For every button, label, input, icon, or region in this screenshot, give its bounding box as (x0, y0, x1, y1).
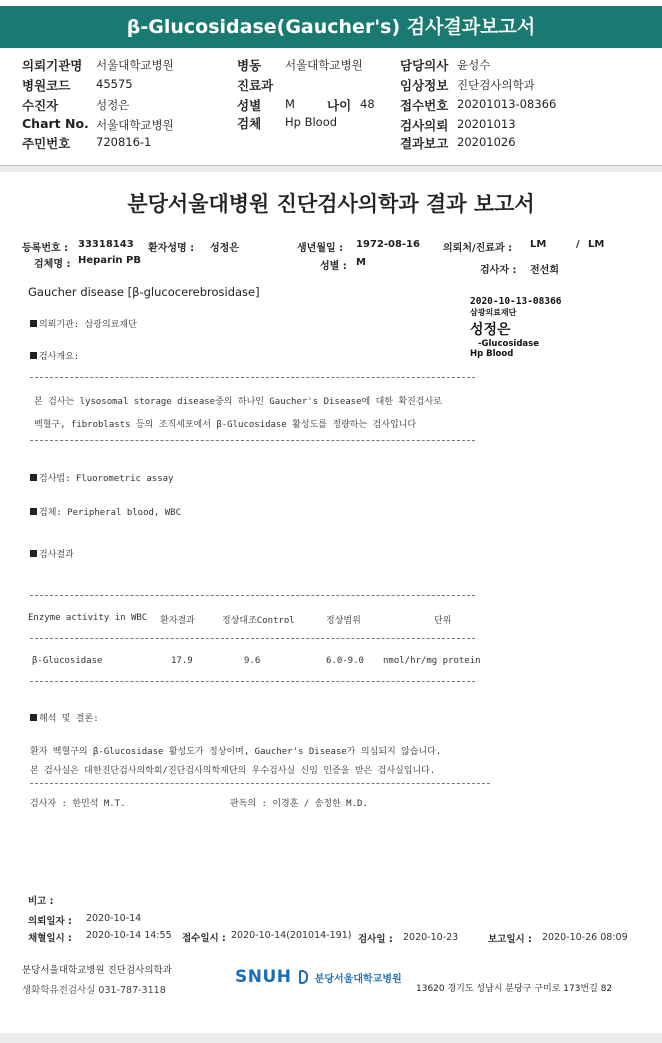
ref-value-2: LM (588, 239, 605, 250)
table-header-enzyme: Enzyme activity in WBC (28, 613, 148, 623)
dob-label: 생년월일 : (297, 243, 344, 254)
specimen-line (30, 505, 181, 518)
method-line (30, 471, 173, 484)
divider (30, 783, 490, 784)
test-date-label: 검사일 : (358, 934, 393, 945)
req-value: 20201013 (457, 117, 516, 131)
result-heading (30, 547, 74, 560)
table-cell-unit: nmol/hr/mg protein (383, 656, 481, 666)
divider (30, 440, 475, 441)
rrn-label: 주민번호 (22, 136, 71, 151)
pname-label: 환자성명 : (148, 243, 195, 254)
divider (30, 595, 475, 596)
acc-value: 20201013-08366 (457, 97, 557, 111)
bottom-margin (0, 1033, 662, 1043)
spec-label: 검체 (237, 116, 262, 131)
inst-line (30, 317, 137, 330)
specimen-line-text: 검체: Peripheral blood, WBC (39, 508, 182, 518)
table-header-control: 정상대조Control (222, 616, 295, 626)
ref-label: 의뢰처/진료과 : (443, 243, 513, 254)
overview-line-2: 백혈구, fibroblasts 등의 조직세포에서 β-Glucosidase 활성도를 정량하는 검사입니다 (34, 420, 417, 430)
test-name: Gaucher disease [β-glucocerebrosidase] (28, 285, 260, 299)
reg-value: 33318143 (78, 239, 134, 250)
pname-value: 성정은 (210, 243, 239, 254)
chart-value: 서울대학교병원 (96, 118, 174, 132)
spec-name-label: 검체명 : (34, 259, 71, 270)
report-date-label: 보고일시 : (488, 934, 532, 945)
stamp-patient: 성정은 (470, 322, 511, 338)
inst-line-text: 의뢰기관: 삼광의료재단 (39, 320, 137, 330)
table-header-patient: 환자결과 (160, 616, 195, 626)
footer-address: 13620 경기도 성남시 분당구 구미로 173번길 82 (416, 984, 613, 994)
result-heading-text: 검사결과 (39, 550, 74, 560)
table-cell-enzyme: β-Glucosidase (32, 656, 103, 666)
doc-label: 담당의사 (400, 58, 449, 73)
age-value: 48 (360, 97, 375, 111)
ref-sep: / (576, 239, 580, 250)
req-date-label: 의뢰일자 : (28, 916, 72, 927)
ref-value-1: LM (530, 239, 547, 250)
sample-stamp (470, 296, 562, 359)
interp-heading-text: 해석 및 결론: (39, 714, 99, 724)
footer-lab: 생화학유전검사실 031-787-3118 (22, 985, 166, 996)
bullet-square-icon (30, 320, 37, 327)
table-header-range: 정상범위 (326, 616, 361, 626)
overview-heading (30, 349, 79, 362)
acc-label: 접수번호 (400, 98, 449, 113)
bullet-square-icon (30, 550, 37, 557)
stamp-accession: 2020-10-13-08366 (470, 296, 562, 307)
tester-value: 전선희 (530, 265, 559, 276)
patient-info-panel (0, 48, 662, 166)
note-label: 비고 : (28, 896, 54, 907)
lab-report (0, 172, 662, 1033)
recv-label: 접수일시 : (182, 933, 226, 944)
method-line-text: 검사법: Fluorometric assay (39, 474, 174, 484)
doc-value: 윤성수 (457, 58, 491, 72)
table-cell-range: 6.0-9.0 (326, 656, 364, 666)
table-cell-control: 9.6 (244, 656, 261, 666)
table-header-unit: 단위 (434, 616, 452, 626)
req-date-value: 2020-10-14 (86, 913, 142, 924)
divider (30, 638, 475, 639)
logo-main: SNUH (235, 967, 292, 987)
overview-line-1: 본 검사는 lysosomal storage disease중의 하나인 Gaucher's Disease에 대한 확진검사로 (34, 397, 442, 407)
dept-label: 진료과 (237, 78, 274, 93)
interp-line-1: 환자 백혈구의 β-Glucosidase 활성도가 정상이며, Gaucher's Disease가 의심되지 않습니다. (30, 747, 442, 757)
inst-label: 의뢰기관명 (22, 58, 83, 73)
ward-value: 서울대학교병원 (285, 58, 363, 72)
recv-value: 2020-10-14(201014-191) (231, 930, 352, 941)
report-banner: β-Glucosidase(Gaucher's) 검사결과보고서 (0, 6, 662, 48)
reg-label: 등록번호 : (22, 243, 69, 254)
table-cell-patient: 17.9 (171, 656, 193, 666)
rep-label: 결과보고 (400, 136, 449, 151)
draw-label: 채혈일시 : (28, 933, 72, 944)
overview-heading-text: 검사개요: (39, 352, 80, 362)
recv-label: 수진자 (22, 98, 59, 113)
stamp-test: -Glucosidase (478, 339, 539, 349)
bullet-square-icon (30, 352, 37, 359)
footer-org: 분당서울대학교병원 진단검사의학과 (22, 965, 172, 976)
recv-value: 성정은 (96, 98, 130, 112)
report-title: 분당서울대병원 진단검사의학과 결과 보고서 (127, 192, 535, 216)
stamp-org: 삼광의료재단 (470, 308, 517, 317)
sex-label: 성별 (237, 98, 262, 113)
reader-signature: 판독의 : 이경훈 / 송정한 M.D. (230, 799, 368, 809)
ward-label: 병동 (237, 58, 262, 73)
test-date-value: 2020-10-23 (403, 932, 459, 943)
spec-value: Hp Blood (285, 115, 338, 129)
report-sex-value: M (356, 257, 366, 268)
clin-value: 진단검사의학과 (457, 78, 535, 92)
logo-mark-icon (299, 970, 308, 984)
age-label: 나이 (327, 98, 352, 113)
rrn-value: 720816-1 (96, 135, 152, 149)
interp-line-2: 본 검사실은 대한진단검사의학회/진단검사의학재단의 우수검사실 신임 인증을 받은 검사실입니다. (30, 766, 436, 776)
chart-label: Chart No. (22, 116, 89, 131)
code-label: 병원코드 (22, 78, 71, 93)
divider (30, 377, 475, 378)
tester-signature: 검사자 : 한민석 M.T. (30, 799, 126, 809)
bullet-square-icon (30, 714, 37, 721)
report-sex-label: 성별 : (320, 261, 347, 272)
stamp-specimen: Hp Blood (470, 349, 514, 359)
interp-heading (30, 711, 99, 724)
draw-value: 2020-10-14 14:55 (86, 930, 172, 941)
code-value: 45575 (96, 77, 133, 91)
bullet-square-icon (30, 508, 37, 515)
clin-label: 임상정보 (400, 78, 449, 93)
sex-value: M (285, 97, 295, 111)
inst-value: 서울대학교병원 (96, 58, 174, 72)
divider (30, 681, 475, 682)
bullet-square-icon (30, 474, 37, 481)
logo-sub: 분당서울대학교병원 (314, 974, 402, 985)
spec-name-value: Heparin PB (78, 255, 141, 266)
report-date-value: 2020-10-26 08:09 (542, 932, 628, 943)
snuh-logo (235, 967, 402, 987)
req-label: 검사의뢰 (400, 118, 449, 133)
rep-value: 20201026 (457, 135, 516, 149)
dob-value: 1972-08-16 (356, 239, 420, 250)
tester-label: 검사자 : (480, 265, 517, 276)
